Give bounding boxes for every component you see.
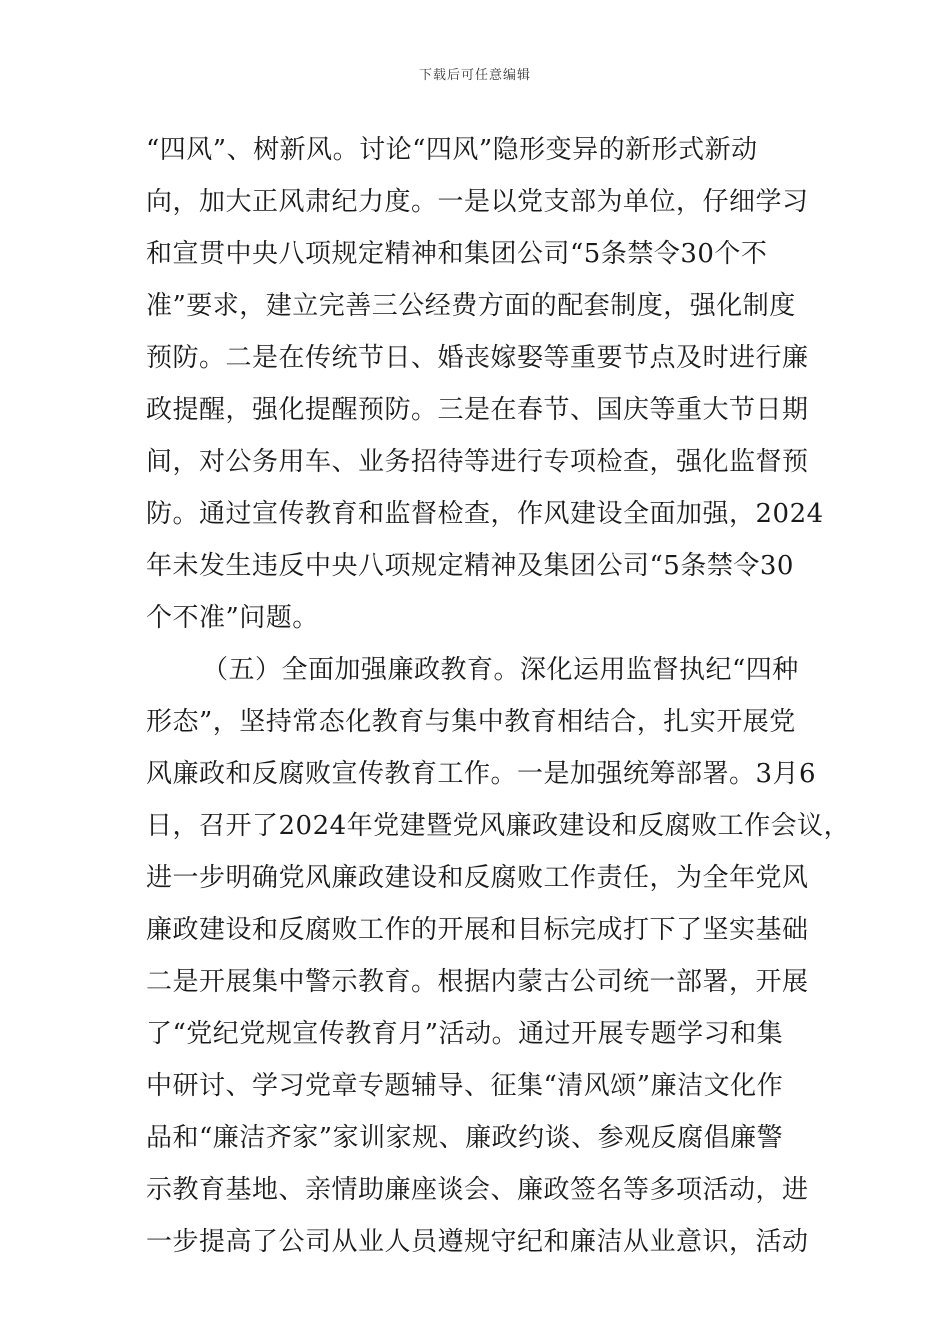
text-line: 和宣贯中央八项规定精神和集团公司“5条禁令30个不 — [146, 239, 768, 269]
text-line: 进一步明确党风廉政建设和反腐败工作责任，为全年党风 — [146, 863, 809, 893]
text-line: 品和“廉洁齐家”家训家规、廉政约谈、参观反腐倡廉警 — [146, 1123, 784, 1153]
text-line: 间，对公务用车、业务招待等进行专项检查，强化监督预 — [146, 447, 809, 477]
text-line: 中研讨、学习党章专题辅导、征集“清风颂”廉洁文化作 — [146, 1071, 784, 1101]
text-line: 准”要求，建立完善三公经费方面的配套制度，强化制度 — [146, 291, 796, 321]
text-line: 了“党纪党规宣传教育月”活动。通过开展专题学习和集 — [146, 1019, 784, 1049]
page-header: 下载后可任意编辑 — [418, 68, 531, 83]
text-line: 预防。二是在传统节日、婚丧嫁娶等重要节点及时进行廉 — [146, 343, 809, 373]
text-line: 政提醒，强化提醒预防。三是在春节、国庆等重大节日期 — [146, 395, 809, 425]
text-line: 示教育基地、亲情助廉座谈会、廉政签名等多项活动，进 — [146, 1175, 809, 1205]
text-line: 日，召开了2024年党建暨党风廉政建设和反腐败工作会议， — [146, 811, 851, 841]
text-line: 形态”，坚持常态化教育与集中教育相结合，扎实开展党 — [146, 707, 796, 737]
text-line: 风廉政和反腐败宣传教育工作。一是加强统筹部署。3月6 — [146, 759, 817, 789]
text-line: 一步提高了公司从业人员遵规守纪和廉洁从业意识，活动 — [146, 1227, 809, 1257]
text-line: 向，加大正风肃纪力度。一是以党支部为单位，仔细学习 — [146, 187, 809, 217]
text-line: 防。通过宣传教育和监督检查，作风建设全面加强，2024 — [146, 499, 824, 529]
text-line: “四风”、树新风。讨论“四风”隐形变异的新形式新动 — [146, 135, 758, 165]
text-line: 个不准”问题。 — [146, 603, 319, 633]
document-body — [146, 124, 851, 1268]
text-line: 廉政建设和反腐败工作的开展和目标完成打下了坚实基础 — [146, 915, 809, 945]
section-heading-line: （五）全面加强廉政教育。深化运用监督执纪“四种 — [202, 655, 799, 685]
text-line: 二是开展集中警示教育。根据内蒙古公司统一部署，开展 — [146, 967, 809, 997]
paragraph-2 — [146, 644, 851, 1268]
paragraph-1 — [146, 124, 824, 644]
text-line: 年未发生违反中央八项规定精神及集团公司“5条禁令30 — [146, 551, 794, 581]
